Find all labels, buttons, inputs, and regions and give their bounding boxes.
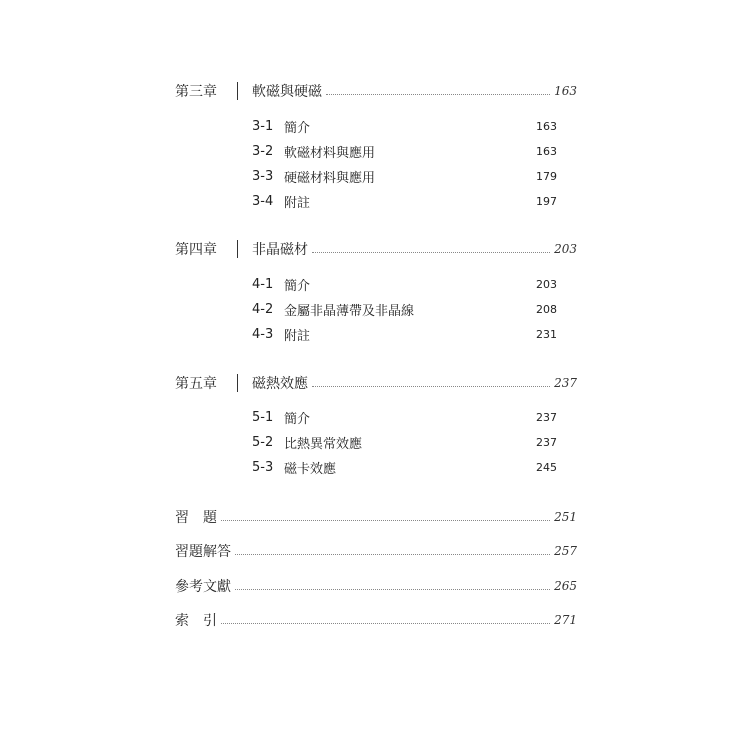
backmatter-title: 習題解答 (175, 544, 231, 560)
section-row[interactable] (252, 407, 557, 427)
dot-leader (221, 622, 550, 624)
section-page-number: 203 (536, 277, 557, 291)
section-title: 簡介 (284, 278, 311, 294)
section-page-number: 237 (536, 410, 557, 424)
backmatter-title: 索 引 (175, 613, 217, 629)
backmatter-page-number: 257 (554, 544, 577, 558)
chapter-row[interactable] (175, 371, 577, 395)
backmatter-title: 參考文獻 (175, 579, 231, 595)
backmatter-row-exercises[interactable] (175, 505, 577, 529)
dot-leader (312, 385, 550, 387)
section-row[interactable] (252, 116, 557, 136)
section-number: 3-2 (252, 143, 274, 159)
chapter-title: 非晶磁材 (252, 242, 308, 258)
section-title: 金屬非晶薄帶及非晶線 (284, 303, 415, 319)
backmatter-page-number: 251 (554, 510, 577, 524)
section-page-number: 179 (536, 169, 557, 183)
section-number: 4-2 (252, 301, 274, 317)
chapter-divider (237, 82, 238, 100)
backmatter-title: 習 題 (175, 510, 217, 526)
section-title: 比熱異常效應 (284, 436, 363, 452)
section-number: 5-2 (252, 434, 274, 450)
dot-leader (221, 519, 550, 521)
section-page-number: 197 (536, 194, 557, 208)
chapter-page-number: 237 (554, 376, 577, 390)
backmatter-page-number: 271 (554, 613, 577, 627)
backmatter-row-references[interactable] (175, 574, 577, 598)
chapter-page-number: 203 (554, 242, 577, 256)
section-page-number: 245 (536, 460, 557, 474)
chapter-divider (237, 240, 238, 258)
section-page-number: 208 (536, 302, 557, 316)
chapter-title: 軟磁與硬磁 (252, 84, 322, 100)
chapter-row[interactable] (175, 237, 577, 261)
backmatter-row-index[interactable] (175, 608, 577, 632)
section-number: 3-4 (252, 193, 274, 209)
section-title: 附註 (284, 195, 311, 211)
chapter-label: 第四章 (175, 242, 217, 258)
section-number: 4-1 (252, 276, 274, 292)
section-title: 附註 (284, 328, 311, 344)
chapter-page-number: 163 (554, 84, 577, 98)
backmatter-row-answers[interactable] (175, 539, 577, 563)
section-title: 硬磁材料與應用 (284, 170, 376, 186)
dot-leader (235, 553, 550, 555)
section-page-number: 163 (536, 119, 557, 133)
section-row[interactable] (252, 166, 557, 186)
section-row[interactable] (252, 141, 557, 161)
section-number: 4-3 (252, 326, 274, 342)
section-title: 簡介 (284, 120, 311, 136)
section-number: 3-3 (252, 168, 274, 184)
section-number: 5-3 (252, 459, 274, 475)
chapter-divider (237, 374, 238, 392)
dot-leader (312, 251, 550, 253)
chapter-title: 磁熱效應 (252, 376, 308, 392)
section-title: 簡介 (284, 411, 311, 427)
section-page-number: 163 (536, 144, 557, 158)
dot-leader (326, 93, 550, 95)
backmatter-page-number: 265 (554, 579, 577, 593)
section-number: 5-1 (252, 409, 274, 425)
section-title: 磁卡效應 (284, 461, 337, 477)
section-number: 3-1 (252, 118, 274, 134)
section-row[interactable] (252, 274, 557, 294)
section-page-number: 237 (536, 435, 557, 449)
chapter-label: 第五章 (175, 376, 217, 392)
section-row[interactable] (252, 191, 557, 211)
section-title: 軟磁材料與應用 (284, 145, 376, 161)
section-page-number: 231 (536, 327, 557, 341)
section-row[interactable] (252, 432, 557, 452)
chapter-label: 第三章 (175, 84, 217, 100)
section-row[interactable] (252, 457, 557, 477)
dot-leader (235, 588, 550, 590)
section-row[interactable] (252, 324, 557, 344)
chapter-row[interactable] (175, 79, 577, 103)
section-row[interactable] (252, 299, 557, 319)
